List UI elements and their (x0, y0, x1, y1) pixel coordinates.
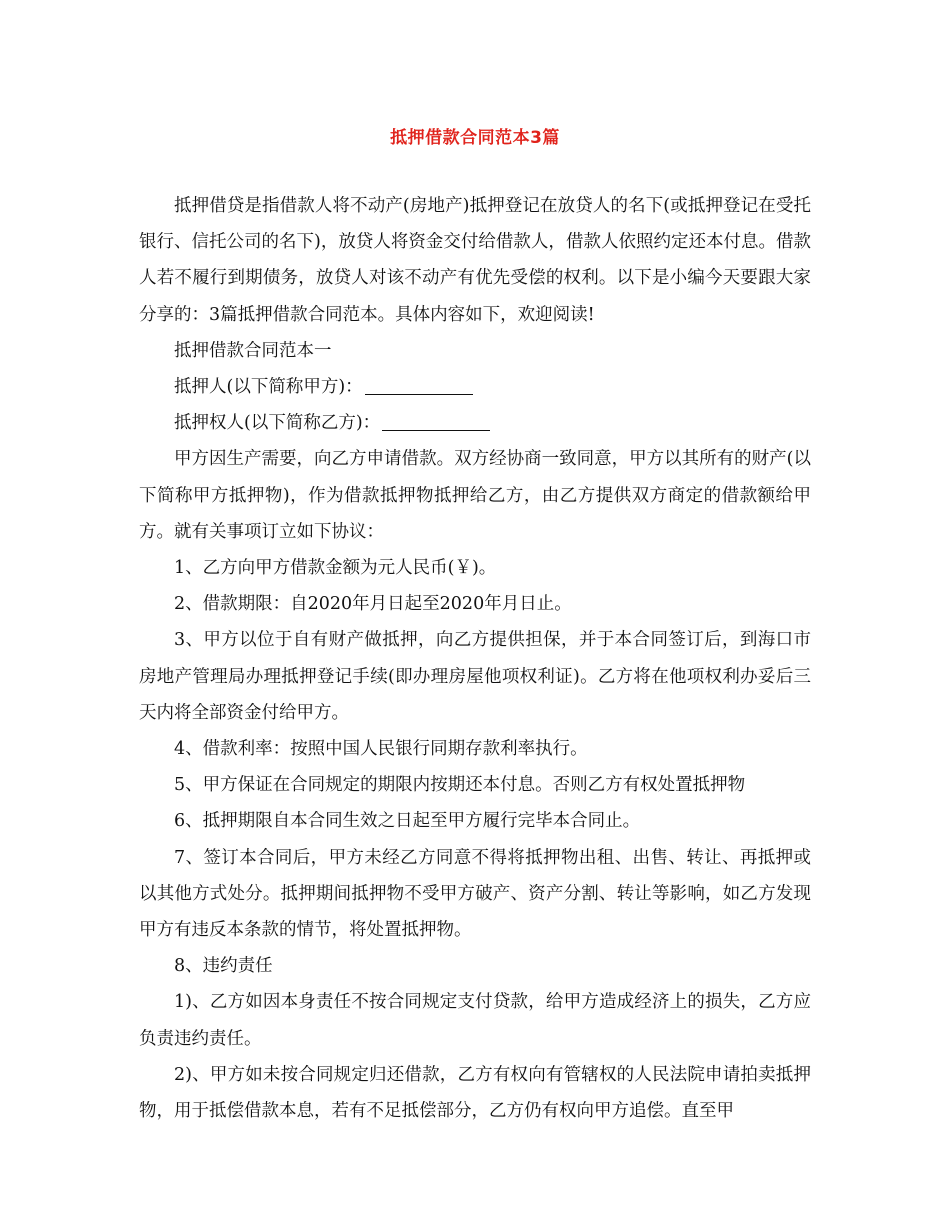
clause-preamble: 甲方因生产需要，向乙方申请借款。双方经协商一致同意，甲方以其所有的财产(以下简称甲方抵押物)，作为借款抵押物抵押给乙方，由乙方提供双方商定的借款额给甲方。就有关事项订立如下协议： (139, 449, 811, 542)
party-a-line (139, 369, 811, 405)
clause-8-2: 2)、甲方如未按合同规定归还借款，乙方有权向有管辖权的人民法院申请拍卖抵押物，用于抵偿借款本息，若有不足抵偿部分，乙方仍有权向甲方追偿。直至甲 (139, 1064, 811, 1122)
clause-1: 1、乙方向甲方借款金额为元人民币(￥)。 (174, 558, 497, 579)
party-b-blank (382, 412, 490, 431)
document-body (139, 188, 811, 1129)
document-title: 抵押借款合同范本3篇 (390, 128, 560, 148)
party-a-label: 抵押人(以下简称甲方)： (174, 377, 363, 398)
party-a-blank (365, 376, 473, 395)
clause-7: 7、签订本合同后，甲方未经乙方同意不得将抵押物出租、出售、转让、再抵押或以其他方式处分。抵押期间抵押物不受甲方破产、资产分割、转让等影响，如乙方发现甲方有违反本条款的情节，将处置抵押物。 (139, 847, 811, 941)
clause-8-1: 1)、乙方如因本身责任不按合同规定支付贷款，给甲方造成经济上的损失，乙方应负责违约责任。 (139, 992, 811, 1049)
clause-6: 6、抵押期限自本合同生效之日起至甲方履行完毕本合同止。 (174, 811, 641, 832)
clause-4: 4、借款利率：按照中国人民银行同期存款利率执行。 (174, 739, 588, 760)
party-b-line (139, 405, 811, 441)
contract-heading: 抵押借款合同范本一 (174, 340, 332, 361)
clause-2: 2、借款期限：自2020年月日起至2020年月日止。 (174, 594, 572, 615)
intro-paragraph: 抵押借贷是指借款人将不动产(房地产)抵押登记在放贷人的名下(或抵押登记在受托银行、信托公司的名下)，放贷人将资金交付给借款人，借款人依照约定还本付息。借款人若不履行到期债务，放贷人对该不动产有优先受偿的权利。以下是小编今天要跟大家分享的：3篇抵押借款合同范本。具体内容如下，欢迎阅读! (139, 196, 811, 325)
clause-3: 3、甲方以位于自有财产做抵押，向乙方提供担保，并于本合同签订后，到海口市房地产管理局办理抵押登记手续(即办理房屋他项权利证)。乙方将在他项权利办妥后三天内将全部资金付给甲方。 (139, 630, 811, 723)
party-b-label: 抵押权人(以下简称乙方)： (174, 413, 381, 434)
clause-8-heading: 8、违约责任 (174, 956, 273, 977)
clause-5: 5、甲方保证在合同规定的期限内按期还本付息。否则乙方有权处置抵押物 (174, 775, 746, 796)
